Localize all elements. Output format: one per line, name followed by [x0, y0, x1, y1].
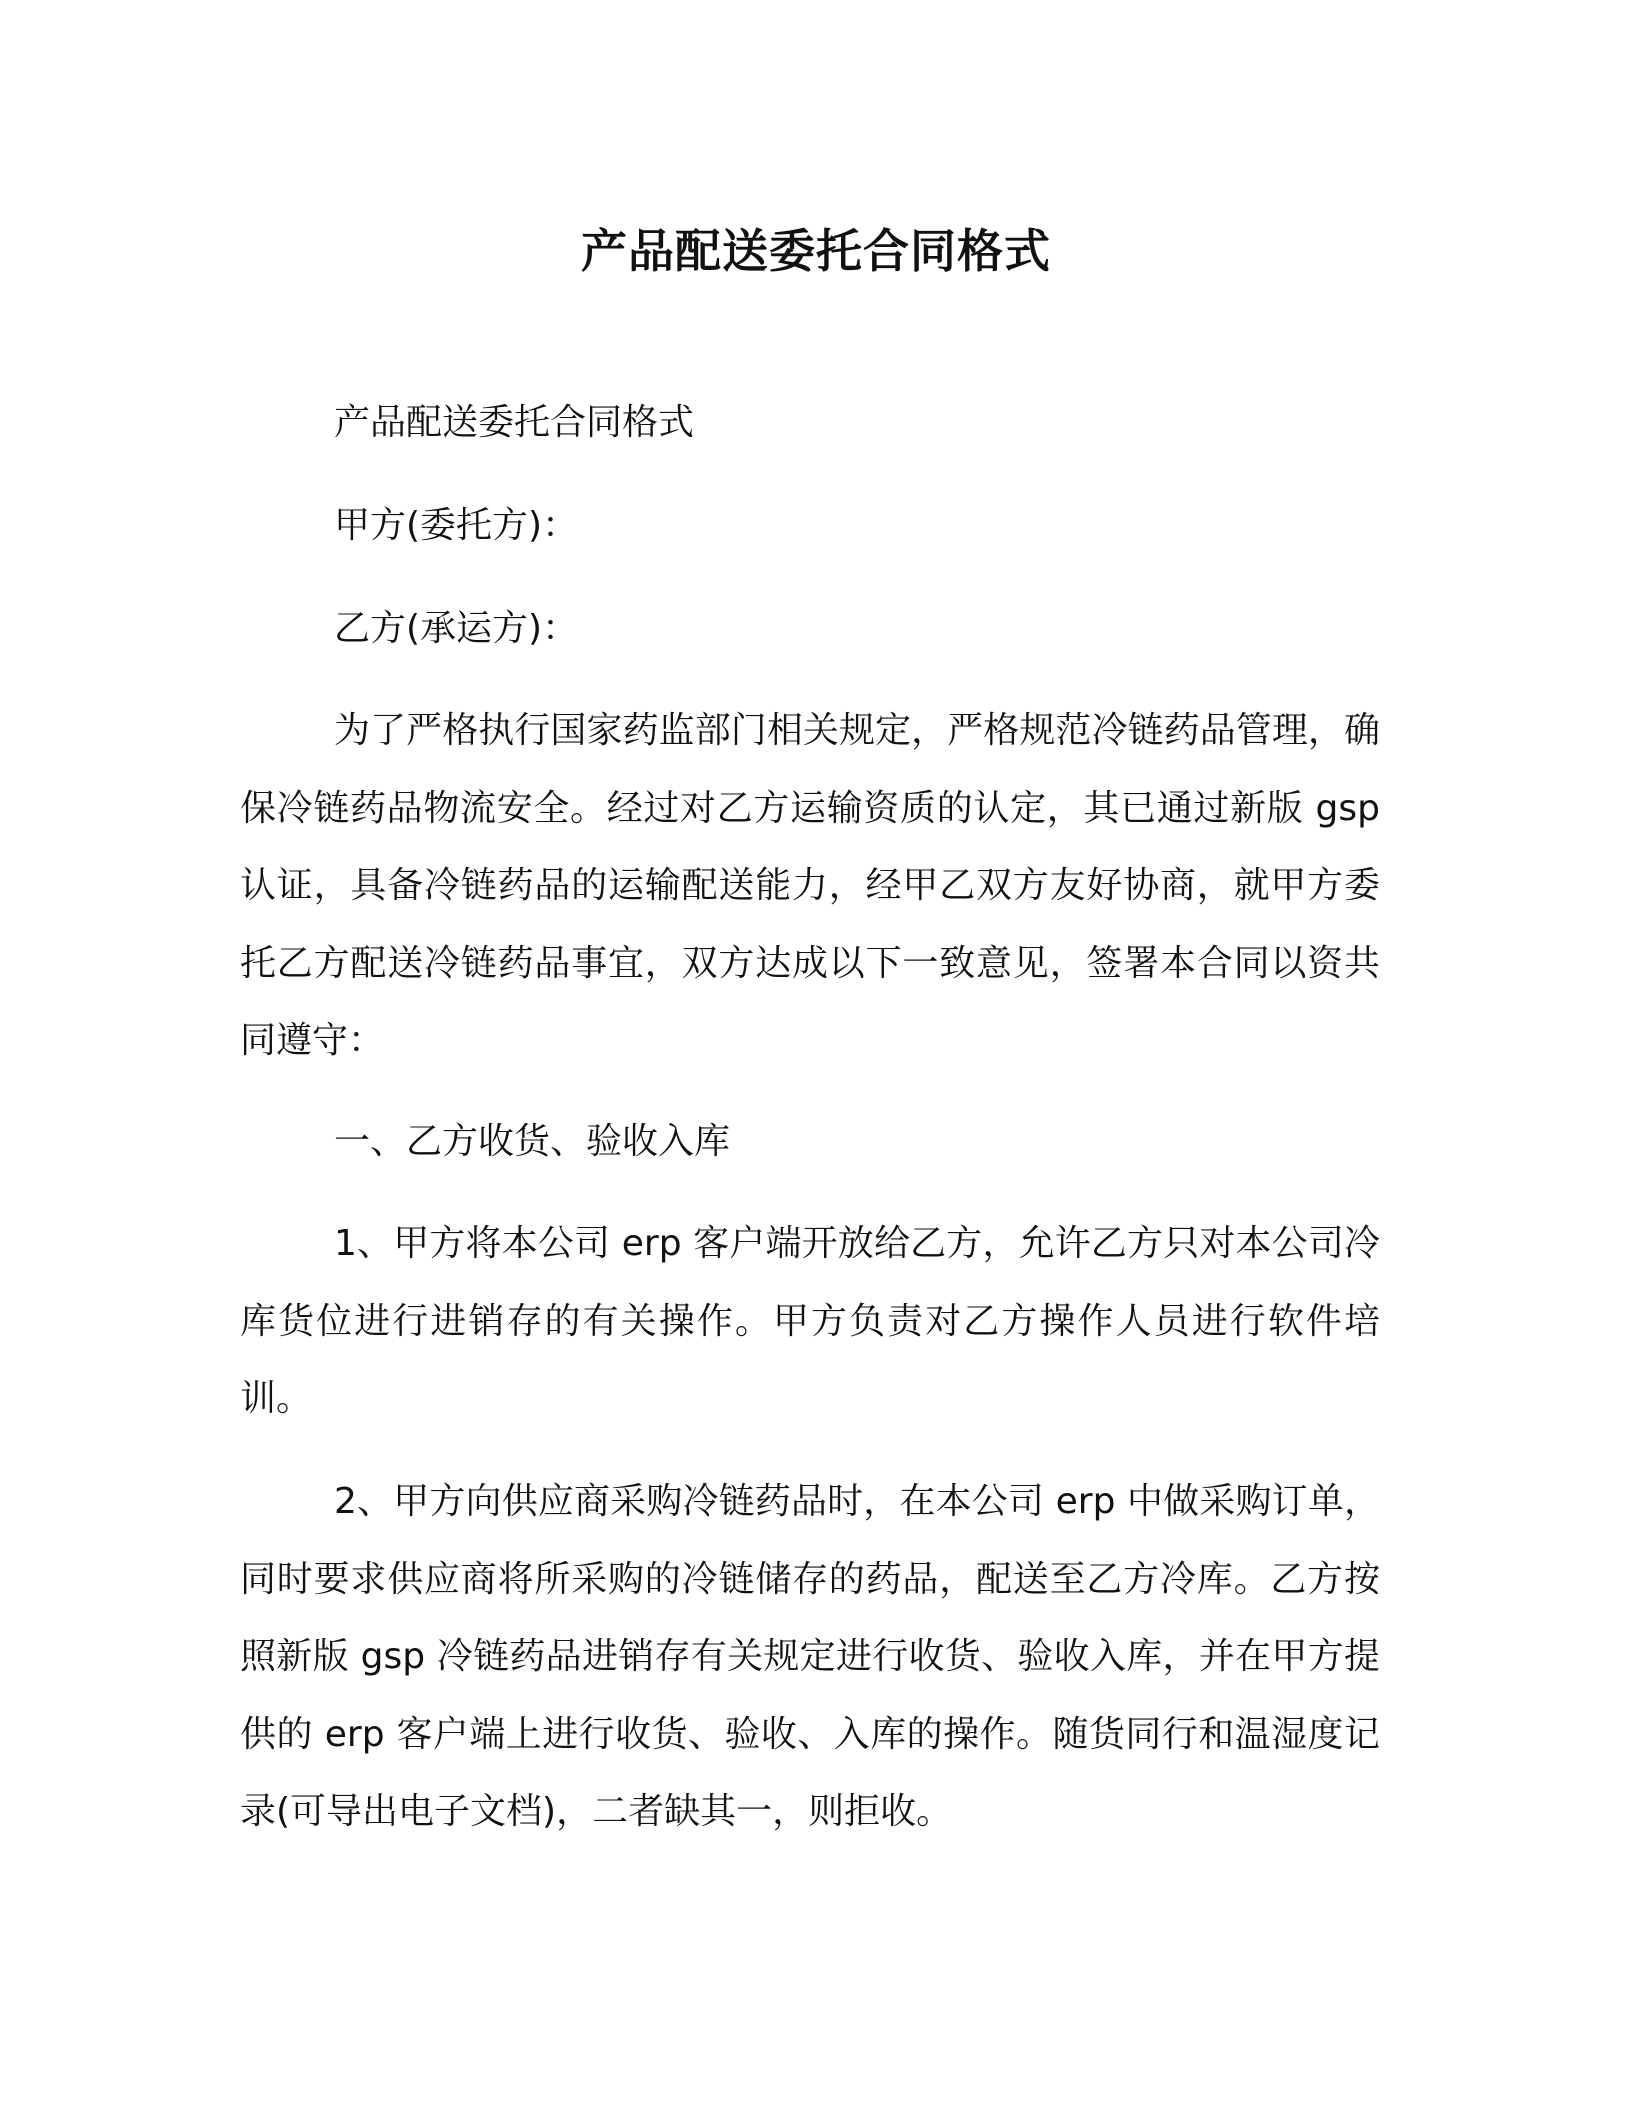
document-title: 产品配送委托合同格式: [581, 224, 1051, 278]
party-b-label: 乙方(承运方)：: [334, 608, 579, 649]
intro-paragraph: 为了严格执行国家药监部门相关规定，严格规范冷链药品管理，确保冷链药品物流安全。经过对乙方运输资质的认定，其已通过新版 gsp 认证，具备冷链药品的运输配送能力，经甲乙双方友好协商，就甲方委托乙方配送冷链药品事宜，双方达成以下一致意见，签署本合同以资共同遵守：: [240, 710, 1380, 1061]
party-a-label: 甲方(委托方)：: [334, 505, 579, 546]
contract-subtitle: 产品配送委托合同格式: [334, 402, 695, 443]
clause-2-paragraph: 2、甲方向供应商采购冷链药品时，在本公司 erp 中做采购订单，同时要求供应商将所采购的冷链储存的药品，配送至乙方冷库。乙方按照新版 gsp 冷链药品进销存有关规定进行收货、验收入库，并在甲方提供的 erp 客户端上进行收货、验收、入库的操作。随货同行和温湿度记录(可导出电子文档)，二者缺其一，则拒收。: [240, 1481, 1380, 1832]
section-1-heading: 一、乙方收货、验收入库: [334, 1121, 731, 1162]
clause-1-paragraph: 1、甲方将本公司 erp 客户端开放给乙方，允许乙方只对本公司冷库货位进行进销存的有关操作。甲方负责对乙方操作人员进行软件培训。: [240, 1223, 1380, 1419]
